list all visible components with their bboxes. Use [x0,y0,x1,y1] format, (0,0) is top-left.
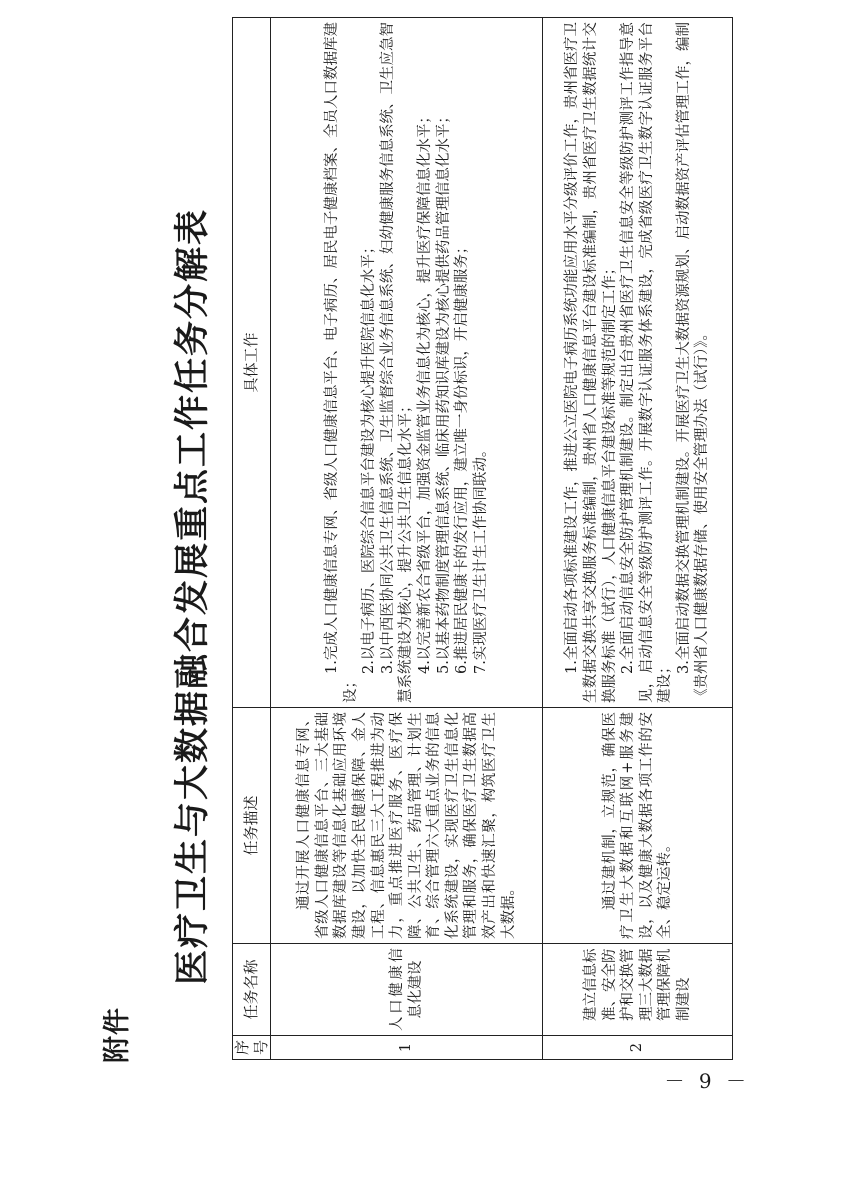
work-item: 1.全面启动各项标准建设工作，推进公立医院电子病历系统功能应用水平分级评价工作，贵州省医疗卫生数据交换共享交换服务标准编制，贵州省人口健康信息平台建设标准编制，贵州省医疗卫生数据统计交换服务标准（试行），人口健康信息平台建设标准等规范的制定工作； [564,22,618,703]
work-item: 4.以完善新农合省级平台，加强资金监管业务信息化为核心，提升医疗保障信息化水平； [416,109,433,674]
header-work: 具体工作 [233,18,271,708]
row-name: 建立信息标准、安全防护和交换管理三大数据管理保障机制建设 [543,944,733,1036]
task-table [232,17,733,1060]
header-num: 序号 [233,1036,271,1060]
row-description [271,708,543,944]
row-num: 1 [271,1036,543,1060]
page-title: 医疗卫生与大数据融合发展重点工作任务分解表 [172,208,213,986]
table-header-row [233,18,271,1060]
header-name: 任务名称 [233,944,271,1036]
work-item: 1.完成人口健康信息专网、省级人口健康信息平台、电子病历、居民电子健康档案、全员人口数据库建设； [324,22,359,703]
page-number: － 9 － [664,1069,750,1093]
work-item: 7.实现医疗卫生计生工作协同联动。 [472,442,489,674]
work-item: 2.以电子病历、医院综合信息平台建设为核心提升医院信息化水平； [361,239,378,674]
header-description: 任务描述 [233,708,271,944]
table-row [543,18,733,1060]
annex-label: 附件 [102,1007,133,1063]
row-work [543,18,733,708]
work-item: 3.以中西医协同公共卫生信息系统、卫生监督综合业务信息系统、妇幼健康服务信息系统、卫生应急智慧系统建设为核心，提升公共卫生信息化水平； [379,22,415,703]
description-text: 通过建机制，立规范，确保医疗卫生大数据和互联网+服务建设，以及健康大数据各项工作的安全、稳定运转。 [601,712,674,939]
table-row [271,18,543,1060]
work-item: 5.以基本药物制度管理信息系统、临床用药知识库建设为核心提供药品管理信息化水平； [435,109,452,674]
row-work [271,18,543,708]
work-item: 3.全面启动数据交换管理机制建设。开展医疗卫生大数据资源规划、启动数据资产评估管理工作，编制《贵州省人口健康数据存储、使用安全管理办法（试行）》。 [675,22,711,703]
work-item: 2.全面启动信息安全防护管理机制建设。制定出台贵州省医疗卫生信息安全等级防护测评工作指导意见，启动信息安全等级防护测评工作。开展数字认证服务体系建设，完成省级医疗卫生数字认证服务平台建设； [620,22,674,703]
work-item: 6.推进居民健康卡的发行应用，建立唯一身份标识，开启健康服务； [454,239,471,674]
row-name: 人口健康信息化建设 [271,944,543,1036]
row-num: 2 [543,1036,733,1060]
description-text: 通过开展人口健康信息专网、省级人口健康信息平台、三大基础数据库建设等信息化基础应用环境建设，以加快全民健康保障、金人工程、信息惠民三大工程推进为动力，重点推进医疗服务、医疗保障、公共卫生、药品管理、计划生育、综合管理六大重点业务的信息化系统建设，实现医疗卫生信息化管理和服务，确保医疗卫生数据高效产出和快速汇聚，构筑医疗卫生大数据。 [296,712,517,939]
row-description [543,708,733,944]
